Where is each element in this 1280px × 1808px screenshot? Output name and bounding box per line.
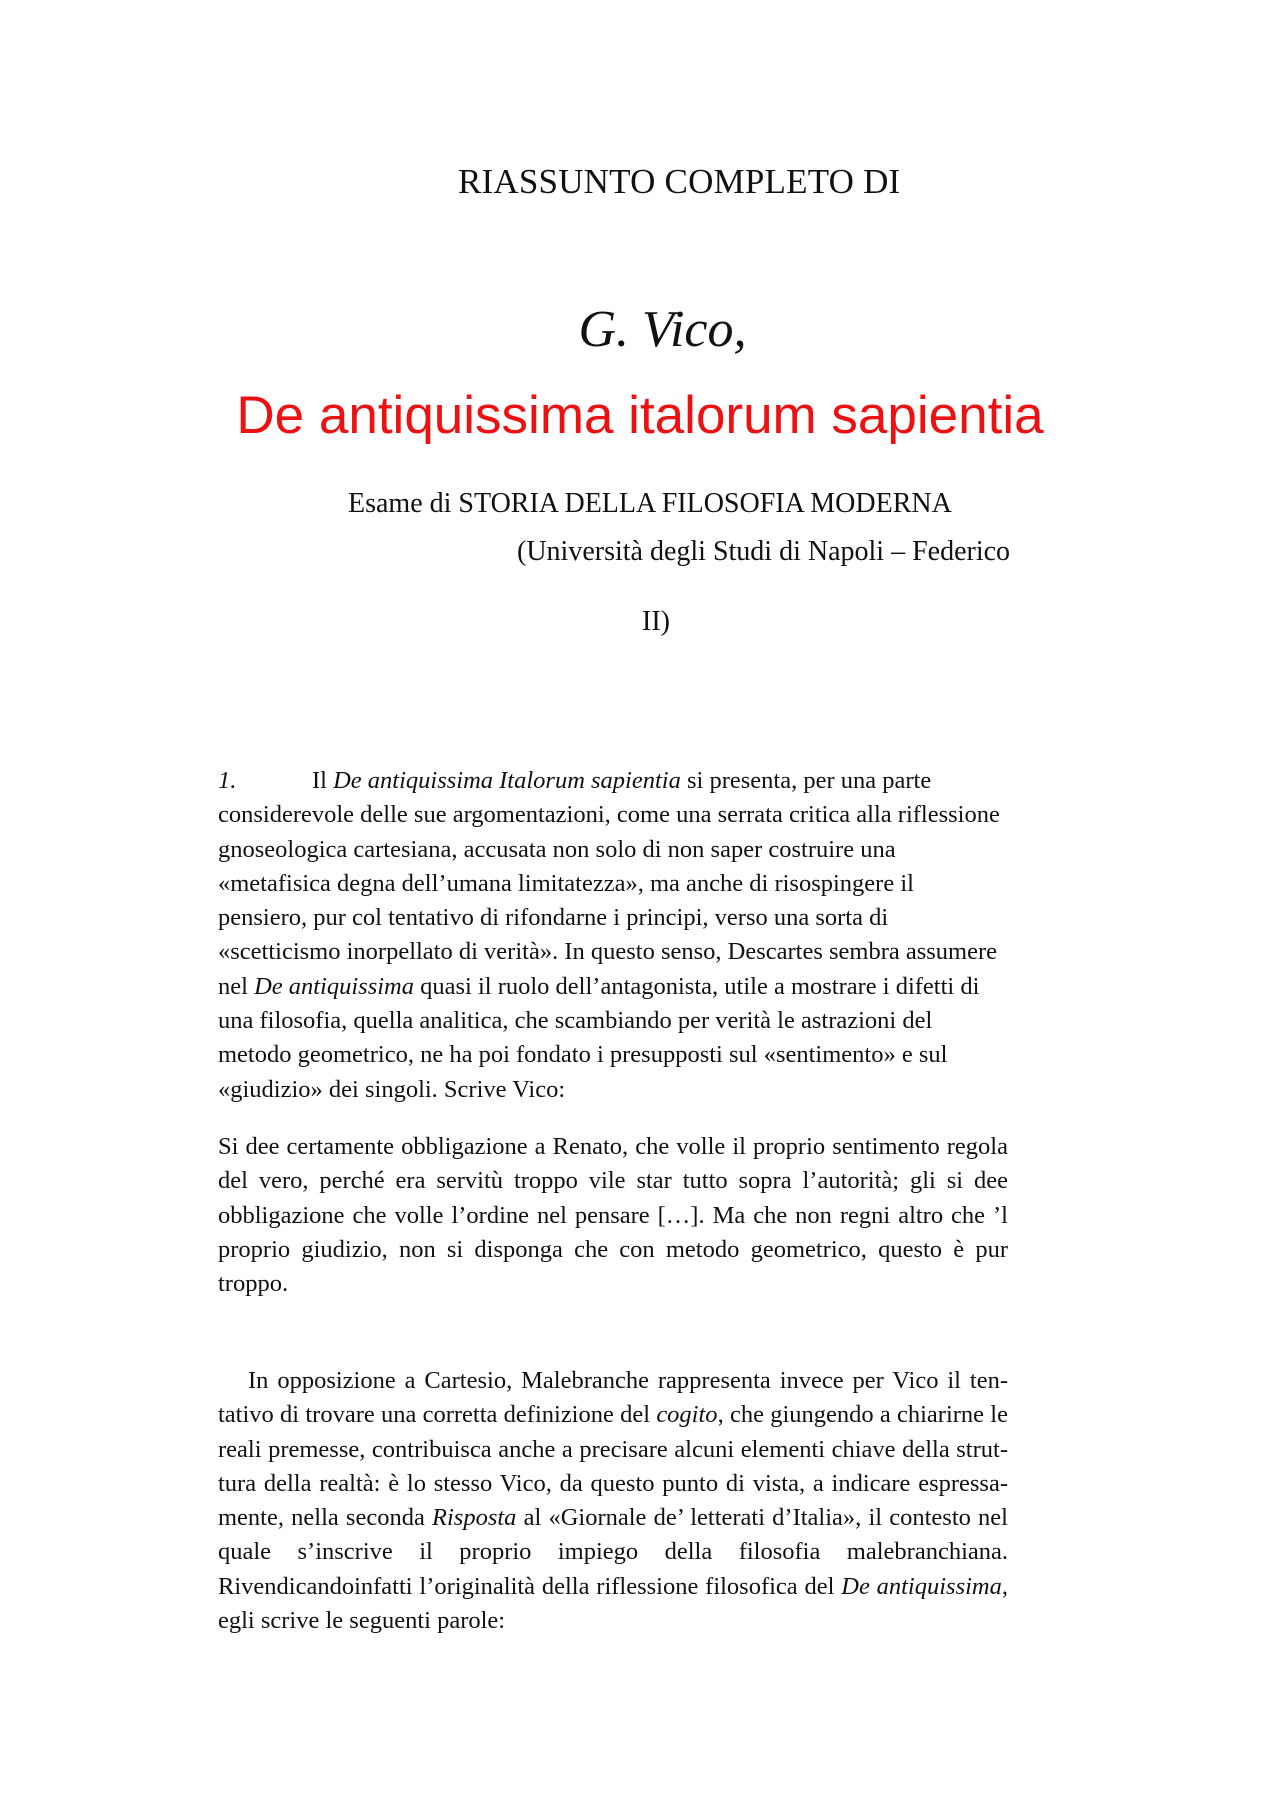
university-line-2: II) (642, 606, 670, 637)
paragraph-2-italic-cogito: cogito (656, 1401, 718, 1429)
paragraph-2-text-b: , che giungendo a chiarirne le reali premesse, contribuisca anche a precisare alcuni elementi chiave della strut- tura della realtà: è lo stesso Vico, da questo punto di vista, a indicare espressa- mente, nella seconda (218, 1401, 1008, 1532)
paragraph-1-italic-title: De antiquissima Italorum sapientia (333, 767, 681, 794)
paragraph-2-italic-risposta: Risposta (432, 1504, 517, 1532)
paragraph-1-text-b: si presenta, per una parte considerevole delle sue argomentazioni, come una serrata critica alla riflessione gnoseologica cartesiana, accusata non solo di non saper costruire una «metafisica degna dell’umana limitatezza», ma anche di risospingere il pensiero, pur col tentativo di rifondarne i principi, verso una sorta di «scetticismo inorpellato di verità». In questo senso, Descartes sembra assumere nel (218, 767, 1000, 1000)
summary-heading: RIASSUNTO COMPLETO DI (458, 162, 901, 201)
university-line-1: (Università degli Studi di Napoli – Federico (517, 536, 1011, 567)
paragraph-1 (218, 764, 1008, 1107)
block-quote: Si dee certamente obbligazione a Renato, che volle il proprio sentimento regola del vero, perché era servitù troppo vile star tutto sopra l’autorità; gli si dee obbligazione che volle l’ordine nel pensare […]. Ma che non regni altro che ’l proprio giudizio, non si disponga che con metodo geometrico, questo è pur troppo. (218, 1133, 1008, 1298)
paragraph-2-text-d: , egli scrive le seguenti parole: (218, 1572, 1008, 1635)
paragraph-2-italic-title: De antiquissima (841, 1572, 1002, 1600)
paragraph-2-text-a: In opposizione a Cartesio, Malebranche rappresenta invece per Vico il ten- tativo di trovare una corretta definizione del (218, 1367, 1008, 1429)
paragraph-2-text-c: al «Giornale de’ letterati d’Italia», il contesto nel quale s’inscrive il proprio impiego della filosofia malebranchiana. Rivendicandoinfatti l’originalità della riflessione filosofica del (218, 1504, 1008, 1600)
paragraph-2 (218, 1364, 1008, 1638)
paragraph-number: 1. (218, 767, 237, 794)
paragraph-1-text-a: Il (312, 767, 334, 794)
paragraph-1-text-c: quasi il ruolo dell’antagonista, utile a mostrare i difetti di una filosofia, quella analitica, che scambiando per verità le astrazioni del metodo geometrico, ne ha poi fondato i presupposti sul «sentimento» e sul «giudizio» dei singoli. Scrive Vico: (218, 972, 980, 1103)
author-name: G. Vico, (578, 301, 747, 358)
paragraph-1-italic-short-title: De antiquissima (254, 972, 414, 1000)
work-title: De antiquissima italorum sapientia (236, 386, 1044, 445)
exam-subtitle: Esame di STORIA DELLA FILOSOFIA MODERNA (348, 488, 952, 519)
